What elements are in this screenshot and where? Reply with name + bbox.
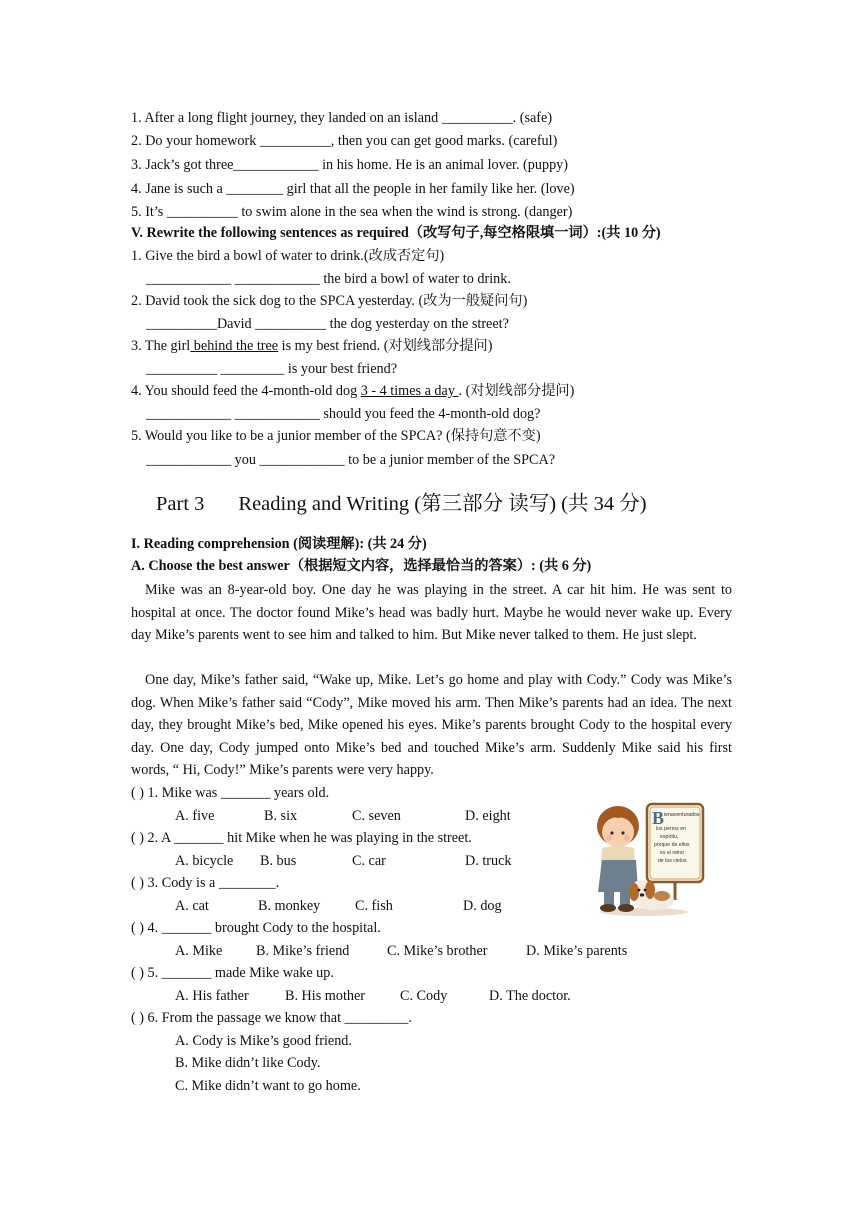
rewrite-q3-post: is my best friend. (对划线部分提问): [278, 338, 493, 354]
rewrite-a4: ____________ ____________ should you feed the 4-month-old dog?: [146, 406, 541, 422]
rewrite-heading: V. Rewrite the following sentences as required（改写句子,每空格限填一词）:(共 10 分): [131, 225, 661, 241]
q2-option-b: B. bus: [260, 853, 297, 869]
rewrite-q1: 1. Give the bird a bowl of water to drink.(改成否定句): [131, 248, 445, 264]
question-3: ( ) 3. Cody is a ________.: [131, 875, 280, 891]
sign-line-4: porque de ellos: [654, 842, 690, 848]
question-5: ( ) 5. _______ made Mike wake up.: [131, 965, 334, 981]
question-6: ( ) 6. From the passage we know that _________.: [131, 1010, 412, 1026]
question-4: ( ) 4. _______ brought Cody to the hospital.: [131, 920, 381, 936]
q5-option-b: B. His mother: [285, 988, 365, 1004]
rewrite-q2: 2. David took the sick dog to the SPCA yesterday. (改为一般疑问句): [131, 293, 528, 309]
q1-option-b: B. six: [264, 808, 298, 824]
fill-item-5: 5. It’s __________ to swim alone in the sea when the wind is strong. (danger): [131, 204, 573, 220]
rewrite-q4-pre: 4. You should feed the 4-month-old dog: [131, 383, 361, 399]
rewrite-q4: [131, 383, 574, 400]
q4-option-b: B. Mike’s friend: [256, 943, 350, 959]
q2-option-c: C. car: [352, 853, 386, 869]
fill-item-1: 1. After a long flight journey, they landed on an island __________. (safe): [131, 110, 553, 126]
rewrite-q3-underlined: behind the tree: [190, 338, 279, 354]
q4-option-d: D. Mike’s parents: [526, 943, 628, 959]
q6-option-a: A. Cody is Mike’s good friend.: [175, 1033, 352, 1049]
question-2: ( ) 2. A _______ hit Mike when he was playing in the street.: [131, 830, 472, 846]
q3-option-d: D. dog: [463, 898, 502, 914]
rewrite-q3: [131, 338, 492, 355]
rewrite-q3-pre: 3. The girl: [131, 338, 191, 354]
fill-item-3: 3. Jack’s got three____________ in his home. He is an animal lover. (puppy): [131, 157, 568, 173]
sign-line-6: de los cielos: [658, 858, 687, 864]
boy-and-puppy-icon: [592, 800, 710, 918]
boy-and-puppy-illustration: [592, 800, 710, 918]
reading-heading: I. Reading comprehension (阅读理解): (共 24 分): [131, 536, 427, 552]
rewrite-a5: ____________ you ____________ to be a junior member of the SPCA?: [146, 452, 556, 468]
q5-option-d: D. The doctor.: [489, 988, 571, 1004]
q1-option-a: A. five: [175, 808, 215, 824]
fill-item-4: 4. Jane is such a ________ girl that all the people in her family like her. (love): [131, 181, 575, 197]
passage-paragraph-2: One day, Mike’s father said, “Wake up, Mike. Let’s go home and play with Cody.” Cody was Mike’s dog. When Mike’s father said “Cody”, Mike moved his arm. Then Mike’s parents had an idea. The next day, they brought Mike’s bed, Mike opened his eyes. Mike’s parents brought Cody to the hospital every day. One day, Cody jumped onto Mike’s bed and touched Mike’s arm. Suddenly Mike said his first words, “ Hi, Cody!” Mike’s parents were very happy.: [131, 672, 732, 778]
rewrite-a2: __________David __________ the dog yesterday on the street?: [146, 316, 509, 332]
q1-option-d: D. eight: [465, 808, 511, 824]
rewrite-a3: __________ _________ is your best friend?: [146, 361, 398, 377]
q3-option-b: B. monkey: [258, 898, 321, 914]
rewrite-a1: ____________ ____________ the bird a bowl of water to drink.: [146, 271, 511, 287]
part3-heading: [156, 486, 647, 516]
q4-option-a: A. Mike: [175, 943, 223, 959]
q1-option-c: C. seven: [352, 808, 401, 824]
part3-title: Reading and Writing (第三部分 读写) (共 34 分): [238, 493, 647, 515]
q2-option-a: A. bicycle: [175, 853, 234, 869]
fill-item-2: 2. Do your homework __________, then you can get good marks. (careful): [131, 133, 558, 149]
rewrite-q4-post: . (对划线部分提问): [458, 383, 575, 399]
sign-letter: B: [652, 808, 665, 828]
passage-paragraph-1: Mike was an 8-year-old boy. One day he was playing in the street. A car hit him. He was sent to hospital at once. The doctor found Mike’s head was badly hurt. Maybe he would never wake up. Every day Mike’s parents went to see him and talked to him. But Mike never talked to them. He just slept.: [131, 582, 732, 643]
sign-line-2: los perros en: [656, 826, 686, 832]
rewrite-q4-underlined: 3 - 4 times a day: [360, 383, 459, 399]
part3-label: Part 3: [156, 493, 205, 515]
question-1: ( ) 1. Mike was _______ years old.: [131, 785, 330, 801]
q3-option-c: C. fish: [355, 898, 393, 914]
sign-line-5: es el reino: [660, 850, 684, 856]
reading-subheading: A. Choose the best answer（根据短文内容，选择最恰当的答案）: (共 6 分): [131, 558, 592, 574]
q5-option-a: A. His father: [175, 988, 249, 1004]
q2-option-d: D. truck: [465, 853, 512, 869]
sign-line-3: espíritu,: [660, 834, 679, 840]
q5-option-c: C. Cody: [400, 988, 448, 1004]
q6-option-b: B. Mike didn’t like Cody.: [175, 1055, 321, 1071]
rewrite-q5: 5. Would you like to be a junior member of the SPCA? (保持句意不变): [131, 428, 541, 444]
q4-option-c: C. Mike’s brother: [387, 943, 488, 959]
q3-option-a: A. cat: [175, 898, 209, 914]
sign-line-1: ienaventurados: [664, 812, 700, 818]
q6-option-c: C. Mike didn’t want to go home.: [175, 1078, 361, 1094]
